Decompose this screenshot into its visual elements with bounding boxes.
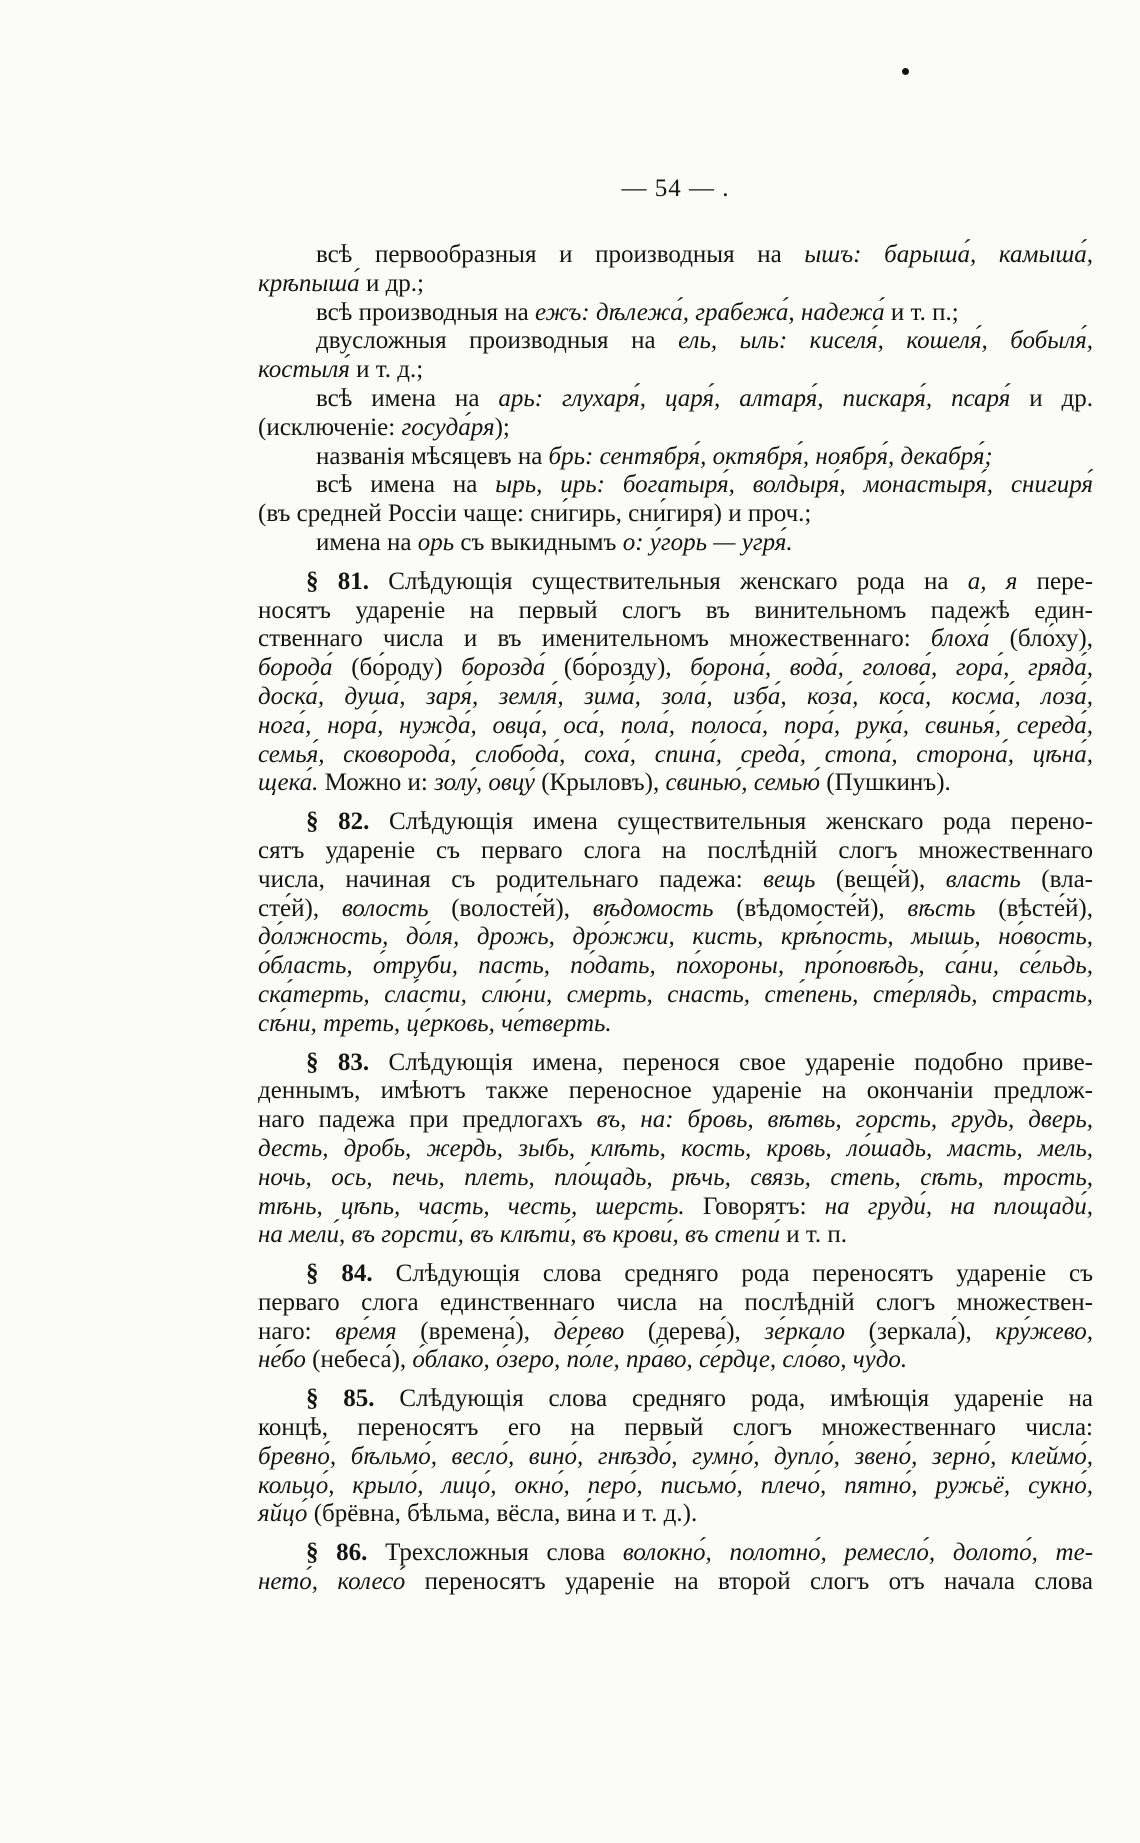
text-run: числа, начиная съ родительнаго падежа: — [258, 865, 764, 893]
text-line — [258, 1539, 1093, 1568]
rule-paragraph — [258, 385, 1093, 443]
text-run: (бло́ху), — [989, 625, 1093, 653]
text-line — [258, 895, 1093, 924]
rule-paragraph — [258, 327, 1093, 385]
section-paragraph — [258, 1049, 1093, 1251]
text-line — [258, 414, 1093, 443]
text-run: Можно и: — [318, 769, 435, 797]
text-run: (Крыловъ), — [534, 769, 666, 797]
text-line — [258, 1164, 1093, 1193]
italic-example-words: власть — [945, 865, 1021, 893]
italic-example-words: вѣсть — [907, 894, 976, 922]
italic-example-words: десть, дробь, жердь, зыбь, клѣть, кость, кровь, ло́шадь, масть, мель, — [258, 1134, 1093, 1162]
text-line — [258, 1135, 1093, 1164]
text-line — [258, 923, 1093, 952]
section-number: § 85. — [306, 1385, 375, 1413]
section-paragraph — [258, 1539, 1093, 1597]
text-run: Слѣдующія слова средняго рода, имѣющія удареніе на — [374, 1385, 1093, 1413]
text-run: (волосте́й), — [428, 894, 593, 922]
text-line — [258, 837, 1093, 866]
italic-example-words: борона́, вода́, голова́, гора́, гряда́, — [690, 654, 1094, 682]
text-line — [258, 529, 1093, 558]
section-number: § 81. — [306, 567, 369, 595]
text-run: (вла- — [1020, 865, 1093, 893]
section-paragraph — [258, 1260, 1093, 1375]
text-run: (веще́й), — [815, 865, 946, 893]
text-line — [258, 1010, 1093, 1039]
text-line — [258, 1346, 1093, 1375]
italic-example-words: тѣнь, цѣпь, часть, честь, шерсть. — [258, 1192, 685, 1220]
text-run: носятъ удареніе на первый слогъ въ винительномъ падежѣ един- — [258, 596, 1093, 624]
rule-paragraph — [258, 299, 1093, 328]
text-run: и т. п.; — [884, 298, 959, 326]
italic-example-words: костыля́ — [258, 356, 350, 384]
text-line — [258, 654, 1093, 683]
text-line — [258, 1568, 1093, 1597]
italic-example-words: въ, на: бровь, вѣтвь, горсть, грудь, дверь, — [596, 1106, 1093, 1134]
text-line — [258, 712, 1093, 741]
text-run: наго: — [258, 1317, 336, 1345]
text-run: (времена́), — [396, 1317, 554, 1345]
text-line — [258, 270, 1093, 299]
ink-dot — [902, 68, 909, 75]
text-run: двусложныя производныя на — [316, 327, 679, 355]
text-line — [258, 385, 1093, 414]
text-run: (въ средней Россіи чаще: сни́гирь, сни́гиря) и проч.; — [258, 500, 812, 528]
text-line — [258, 1472, 1093, 1501]
text-run: сте́й), — [258, 894, 342, 922]
text-run: и др. — [1010, 384, 1093, 412]
text-line — [258, 597, 1093, 626]
text-run: (бо́розду), — [545, 654, 691, 682]
italic-example-words: яйцо́ — [258, 1500, 308, 1528]
text-run: (Пушкинъ). — [820, 769, 951, 797]
italic-example-words: ежъ: дѣлежа́, грабежа́, надежа́ — [535, 298, 885, 326]
text-line — [258, 683, 1093, 712]
italic-example-words: а, я — [967, 567, 1018, 595]
text-run: и др.; — [359, 269, 424, 297]
text-run: всѣ имена на — [316, 471, 496, 499]
text-line — [258, 1193, 1093, 1222]
text-run: наго падежа при предлогахъ — [258, 1106, 597, 1134]
text-line — [258, 1260, 1093, 1289]
section-paragraph — [258, 1385, 1093, 1529]
italic-example-words: арь: глухаря́, царя́, алтаря́, пискаря́, псаря́ — [498, 384, 1011, 412]
text-run: Говорятъ: — [684, 1192, 825, 1220]
section-number: § 86. — [306, 1539, 368, 1567]
text-run: (вѣдомосте́й), — [713, 894, 908, 922]
italic-example-words: де́рево — [553, 1317, 625, 1345]
italic-example-words: семья́, сковорода́, слобода́, соха́, спина́, среда́, стопа́, сторона́, цѣна́, — [258, 740, 1093, 768]
section-number: § 82. — [306, 808, 370, 836]
italic-example-words: вещь — [763, 865, 816, 893]
rule-paragraph — [258, 471, 1093, 529]
text-run: всѣ первообразныя и производныя на — [316, 241, 805, 268]
italic-example-words: ырь, ирь: богатыря́, волдыря́, монастыря́, снигиря́ — [495, 471, 1094, 499]
text-run: (небеса́), — [305, 1346, 413, 1374]
italic-example-words: кру́жево, — [995, 1317, 1093, 1345]
section-paragraph — [258, 568, 1093, 798]
text-line — [258, 1318, 1093, 1347]
page-text-body — [258, 241, 1093, 1597]
text-line — [258, 1414, 1093, 1443]
page-number-header: — 54 — . — [621, 175, 730, 202]
italic-example-words: кольцо́, крыло́, лицо́, окно́, перо́, письмо́, плечо́, пятно́, ружьё, сукно́, — [258, 1471, 1093, 1499]
rule-paragraph — [258, 443, 1093, 472]
text-line — [258, 299, 1093, 328]
section-number: § 84. — [306, 1260, 373, 1288]
text-line — [258, 1221, 1093, 1250]
italic-example-words: борода́ — [258, 654, 333, 682]
text-run: (дерева́), — [624, 1317, 765, 1345]
text-line — [258, 1443, 1093, 1472]
text-line — [258, 625, 1093, 654]
text-line — [258, 443, 1093, 472]
text-run: переносятъ удареніе на второй слогъ отъ начала слова — [405, 1568, 1093, 1596]
text-run: ); — [494, 413, 510, 441]
text-run: (брёвна, бѣльма, вёсла, ви́на и т. д.). — [307, 1500, 698, 1528]
italic-example-words: на груди́, на площади́, — [824, 1192, 1094, 1220]
text-run: и т. д.; — [349, 356, 424, 384]
text-run: Слѣдующія имена существительныя женскаго рода перено- — [369, 808, 1093, 836]
text-run: деннымъ, имѣютъ также переносное удареніе на окончаніи предлож- — [258, 1077, 1093, 1105]
text-line — [258, 1289, 1093, 1318]
italic-example-words: нето́, колесо́ — [258, 1568, 406, 1596]
italic-example-words: зе́ркало — [764, 1317, 846, 1345]
text-run: всѣ имена на — [316, 384, 499, 412]
italic-example-words: волость — [341, 894, 429, 922]
text-run: (исключеніе: — [258, 413, 402, 441]
italic-example-words: щека́. — [258, 769, 319, 797]
italic-example-words: доска́, душа́, заря́, земля́, зима́, зола́, изба́, коза́, коса́, косма́, лоза́, — [258, 682, 1093, 710]
text-run: всѣ производныя на — [316, 298, 535, 326]
italic-example-words: ночь, ось, печь, плеть, пло́щадь, рѣчь, связь, степь, сѣть, трость, — [258, 1163, 1093, 1191]
section-number: § 83. — [306, 1048, 370, 1076]
italic-example-words: волокно́, полотно́, ремесло́, долото́, те- — [622, 1539, 1094, 1567]
text-run: (зеркала́), — [845, 1317, 996, 1345]
text-run: концѣ, переносятъ его на первый слогъ множественнаго числа: — [258, 1414, 1093, 1442]
italic-example-words: свинью́, семью́ — [665, 769, 821, 797]
italic-example-words: ска́терть, сла́сти, слю́ни, смерть, снасть, сте́пень, сте́рлядь, страсть, — [258, 980, 1093, 1008]
italic-example-words: блоха́ — [930, 625, 990, 653]
italic-example-words: на мели́, въ горсти́, въ клѣти́, въ крови́, въ степи́ — [258, 1221, 780, 1249]
text-run: Слѣдующія слова средняго рода переносятъ удареніе съ — [372, 1260, 1094, 1288]
text-run: пере- — [1017, 567, 1093, 595]
italic-example-words: до́лжность, до́ля, дрожь, дро́жжи, кисть, крѣ́пость, мышь, но́вость, — [258, 923, 1093, 951]
italic-example-words: борозда́ — [461, 654, 546, 682]
text-line — [258, 1500, 1093, 1529]
italic-example-words: ель, ыль: киселя́, кошеля́, бобыля́, — [678, 327, 1093, 355]
text-line — [258, 808, 1093, 837]
text-run: (вѣсте́й), — [975, 894, 1094, 922]
text-line — [258, 327, 1093, 356]
text-run: Слѣдующія существительныя женскаго рода на — [368, 567, 968, 595]
italic-example-words: орь — [417, 528, 455, 556]
italic-example-words: о́бласть, о́труби, пасть, по́дать, по́хороны, про́повѣдь, са́ни, се́льдь, — [258, 952, 1093, 980]
text-run: названія мѣсяцевъ на — [316, 442, 549, 470]
text-line — [258, 952, 1093, 981]
text-line — [258, 1049, 1093, 1078]
italic-example-words: о: у́горь — угря́. — [622, 528, 793, 556]
text-line — [258, 356, 1093, 385]
italic-example-words: вѣдомость — [592, 894, 714, 922]
text-line — [258, 1385, 1093, 1414]
text-line — [258, 866, 1093, 895]
text-run: ственнаго числа и въ именительномъ множественнаго: — [258, 625, 931, 653]
text-run: (бо́роду) — [332, 654, 462, 682]
italic-example-words: госуда́ря — [401, 413, 495, 441]
text-run: Трехсложныя слова — [367, 1539, 623, 1567]
text-line — [258, 981, 1093, 1010]
text-line — [258, 471, 1093, 500]
italic-example-words: сѣ́ни, треть, це́рковь, че́тверть. — [258, 1009, 612, 1037]
text-run: и т. п. — [780, 1221, 848, 1249]
text-line — [258, 1106, 1093, 1135]
italic-example-words: нога́, нора́, нужда́, овца́, оса́, пола́, полоса́, пора́, рука́, свинья́, середа́, — [258, 711, 1093, 739]
text-line — [258, 568, 1093, 597]
section-paragraph — [258, 808, 1093, 1038]
text-run: сятъ удареніе съ перваго слога на послѣдній слогъ множественнаго — [258, 836, 1093, 864]
rule-paragraph — [258, 241, 1093, 299]
italic-example-words: бревно́, бѣльмо́, весло́, вино́, гнѣздо́, гумно́, дупло́, звено́, зерно́, клеймо́, — [258, 1442, 1093, 1470]
text-line — [258, 741, 1093, 770]
text-run: съ выкиднымъ — [454, 528, 623, 556]
text-run: имена на — [316, 528, 418, 556]
text-run: перваго слога единственнаго числа на послѣдній слогъ множествен- — [258, 1288, 1093, 1316]
text-run: Слѣдующія имена, перенося свое удареніе подобно приве- — [369, 1048, 1094, 1076]
italic-example-words: брь: сентября́, октября́, ноября́, декабря́; — [548, 442, 993, 470]
italic-example-words: вре́мя — [335, 1317, 397, 1345]
italic-example-words: золу́, овцу́ — [434, 769, 535, 797]
text-line — [258, 500, 1093, 529]
text-line — [258, 241, 1093, 270]
text-line — [258, 1077, 1093, 1106]
italic-example-words: не́бо — [258, 1346, 306, 1374]
italic-example-words: крѣпыша́ — [258, 269, 360, 297]
italic-example-words: о́блако, о́зеро, по́ле, пра́во, се́рдце, сло́во, чу́до. — [412, 1346, 908, 1374]
text-line — [258, 769, 1093, 798]
rule-paragraph — [258, 529, 1093, 558]
italic-example-words: ышъ: барыша́, камыша́, — [804, 241, 1093, 268]
